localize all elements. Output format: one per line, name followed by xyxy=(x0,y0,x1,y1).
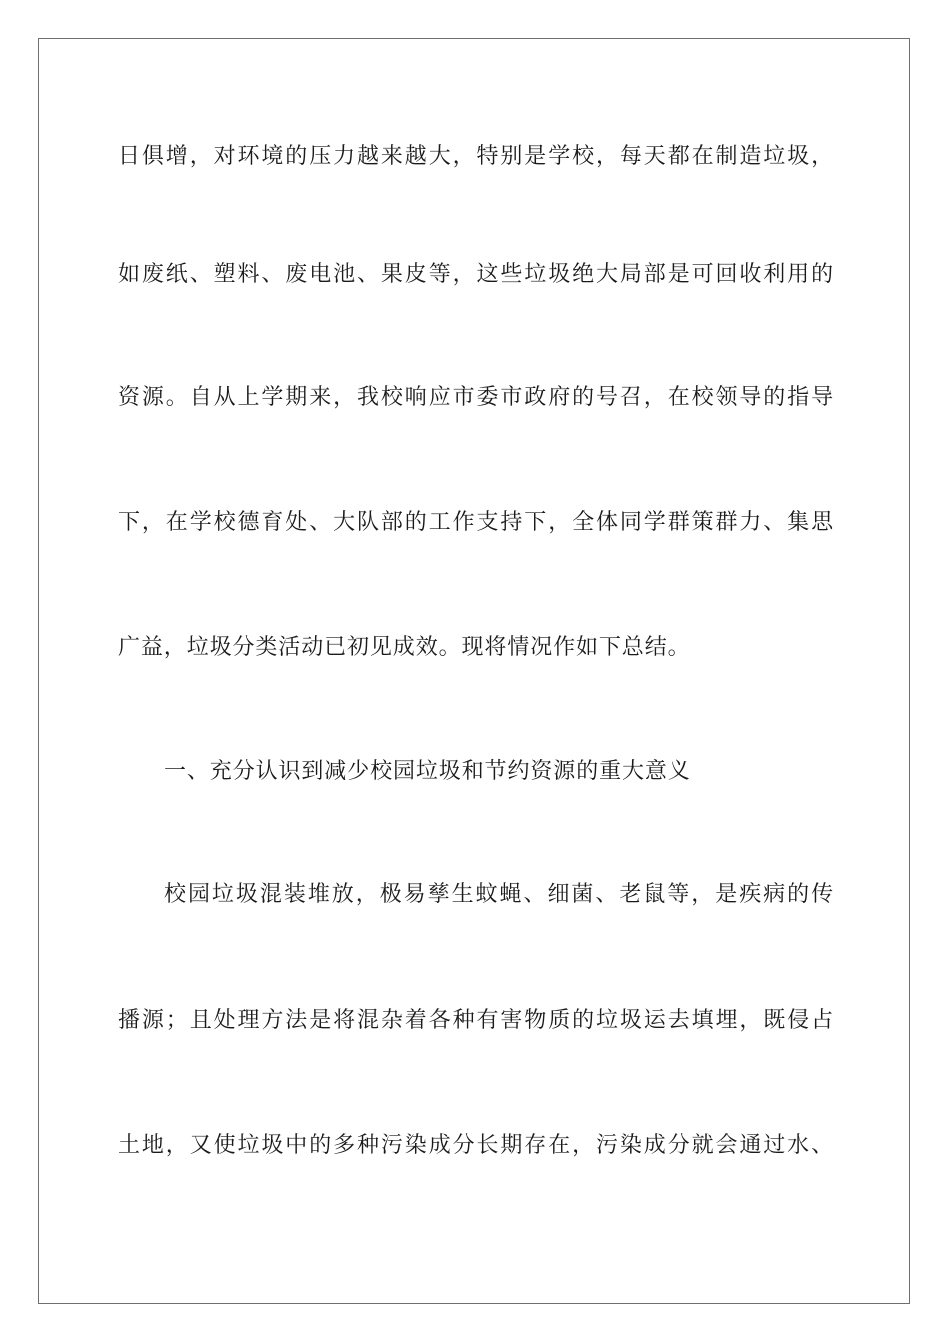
body-text-line-6: 校园垃圾混装堆放，极易孳生蚊蝇、细菌、老鼠等，是疾病的传 xyxy=(164,882,834,907)
body-text-line-7: 播源；且处理方法是将混杂着各种有害物质的垃圾运去填埋，既侵占 xyxy=(118,1008,834,1033)
body-text-line-4: 下，在学校德育处、大队部的工作支持下，全体同学群策群力、集思 xyxy=(118,510,834,535)
body-text-line-2: 如废纸、塑料、废电池、果皮等，这些垃圾绝大局部是可回收利用的 xyxy=(118,262,834,287)
section-heading: 一、充分认识到减少校园垃圾和节约资源的重大意义 xyxy=(164,759,691,784)
body-text-line-8: 土地，又使垃圾中的多种污染成分长期存在，污染成分就会通过水、 xyxy=(118,1133,834,1158)
body-text-line-5: 广益，垃圾分类活动已初见成效。现将情况作如下总结。 xyxy=(118,635,691,660)
body-text-line-1: 日俱增，对环境的压力越来越大，特别是学校，每天都在制造垃圾， xyxy=(118,144,834,169)
body-text-line-3: 资源。自从上学期来，我校响应市委市政府的号召，在校领导的指导 xyxy=(118,385,834,410)
page-frame xyxy=(38,38,910,1304)
